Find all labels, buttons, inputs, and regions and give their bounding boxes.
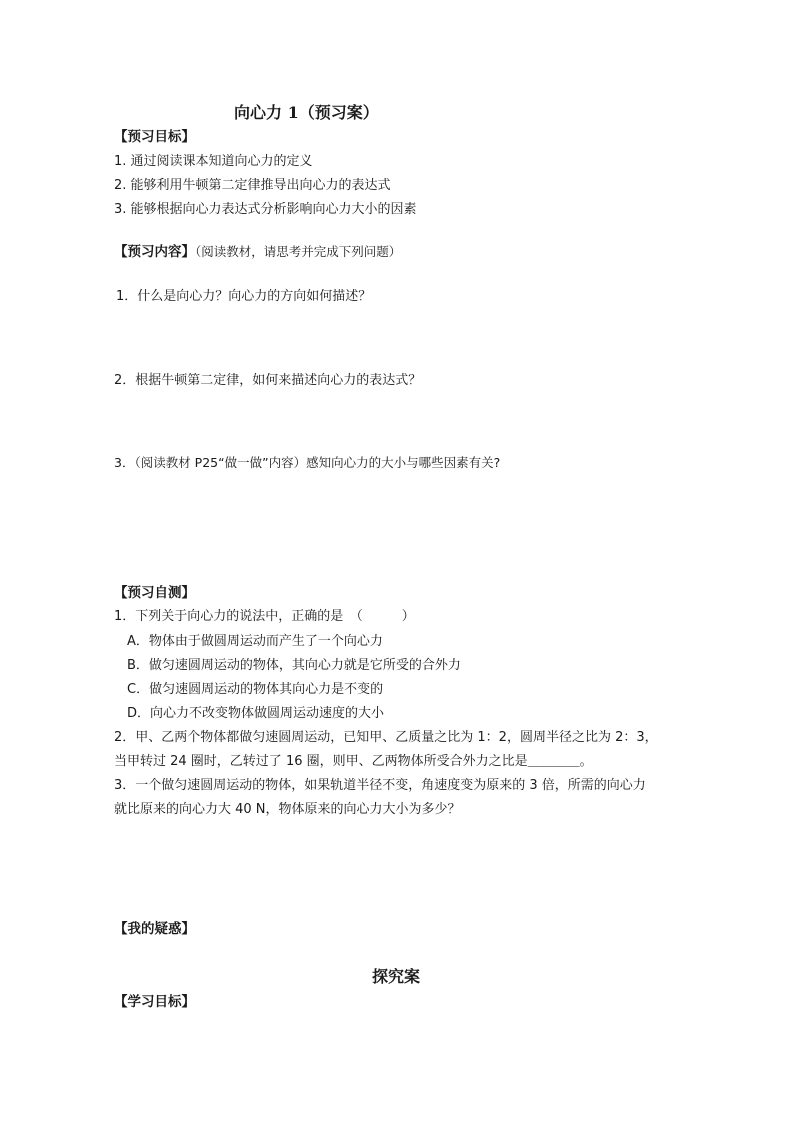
preview-goal-item: 2. 能够利用牛顿第二定律推导出向心力的表达式 [114,178,391,193]
self-test-question: 3．一个做匀速圆周运动的物体，如果轨道半径不变，角速度变为原来的 3 倍，所需的向心力 [114,778,646,793]
preview-goal-item: 3. 能够根据向心力表达式分析影响向心力大小的因素 [114,202,417,217]
my-doubts-heading: 【我的疑惑】 [114,921,195,937]
self-test-question: 当甲转过 24 圈时，乙转过了 16 圈，则甲、乙两物体所受合外力之比是＿＿＿＿。 [114,754,593,769]
preview-question: 1．什么是向心力？向心力的方向如何描述？ [116,289,372,304]
preview-content-note: （阅读教材，请思考并完成下列问题） [195,244,402,259]
self-test-option: B．做匀速圆周运动的物体，其向心力就是它所受的合外力 [127,658,461,673]
page-title: 向心力 1（预习案） [234,103,379,122]
self-test-option: D．向心力不改变物体做圆周运动速度的大小 [127,706,385,721]
preview-question: 2．根据牛顿第二定律，如何来描述向心力的表达式？ [114,373,422,388]
preview-content-heading: 【预习内容】 [114,244,195,260]
preview-question: 3．（阅读教材 P25“做一做”内容）感知向心力的大小与哪些因素有关? [114,455,501,470]
self-test-option: A．物体由于做圆周运动而产生了一个向心力 [127,634,383,649]
learning-goals-heading: 【学习目标】 [114,994,195,1010]
preview-content-heading-line [114,240,401,260]
inquiry-title: 探究案 [372,967,421,986]
self-test-heading: 【预习自测】 [114,585,195,601]
preview-goals-heading: 【预习目标】 [114,129,195,145]
self-test-option: C．做匀速圆周运动的物体其向心力是不变的 [127,682,384,697]
preview-goal-item: 1. 通过阅读课本知道向心力的定义 [114,154,313,169]
self-test-question: 就比原来的向心力大 40 N，物体原来的向心力大小为多少？ [114,802,461,817]
self-test-question: 1．下列关于向心力的说法中，正确的是 （ ） [114,609,415,624]
self-test-question: 2．甲、乙两个物体都做匀速圆周运动，已知甲、乙质量之比为 1：2，圆周半径之比为 2：3， [114,730,658,745]
